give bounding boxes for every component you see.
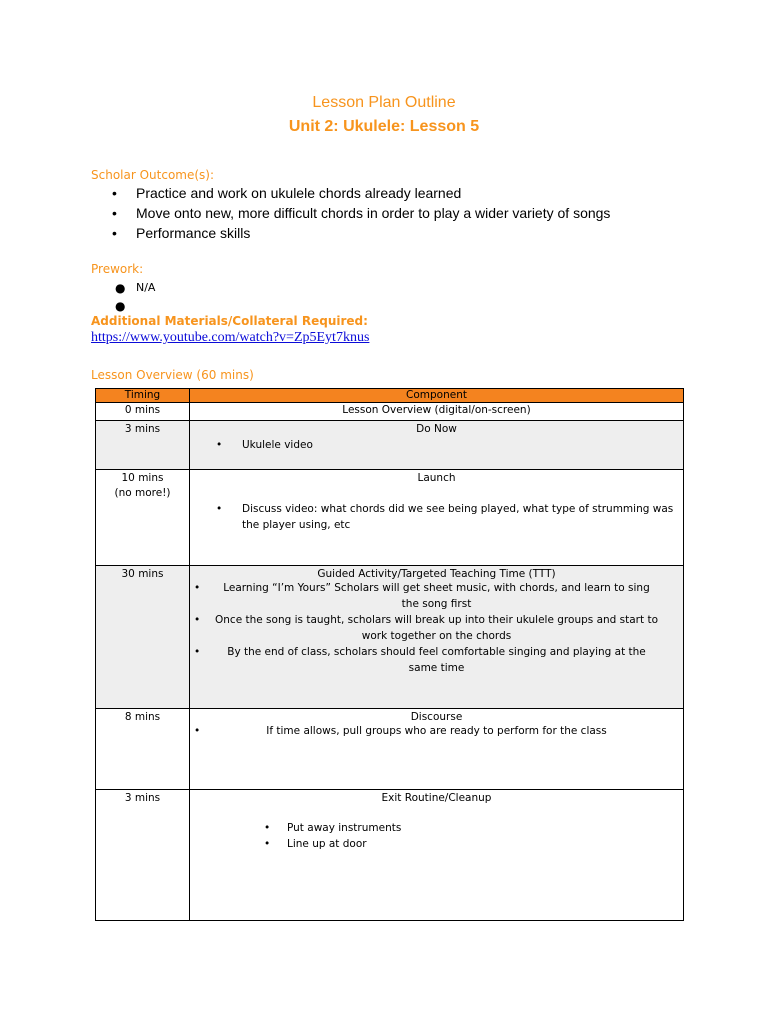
component-cell: Lesson Overview (digital/on-screen) (190, 403, 684, 421)
component-cell: Discourse • If time allows, pull groups who are ready to perform for the class (190, 709, 684, 790)
table-row (96, 403, 684, 421)
bullet-icon: • (194, 646, 201, 658)
list-item: • Performance skills (112, 225, 251, 241)
column-header-timing: Timing (96, 389, 190, 403)
list-item: • Once the song is taught, scholars will break up into their ukulele groups and start to work together on the chords (194, 614, 658, 642)
table-row (96, 790, 684, 921)
bullet-icon: • (112, 205, 117, 221)
component-cell: Launch • Discuss video: what chords did we see being played, what type of strumming was the player using, etc (190, 470, 684, 566)
page-subtitle: Unit 2: Ukulele: Lesson 5 (288, 118, 480, 135)
bullet-icon: • (264, 838, 271, 850)
component-cell: Do Now • Ukulele video (190, 421, 684, 470)
bullet-icon: • (194, 614, 201, 626)
table-row (96, 421, 684, 470)
timing-cell: 30 mins (96, 566, 190, 709)
bullet-icon: • (112, 185, 117, 201)
list-item: ● N/A (115, 281, 156, 295)
timing-cell: 3 mins (96, 790, 190, 921)
list-item: • Line up at door (264, 838, 367, 850)
column-header-component: Component (190, 389, 684, 403)
table-row (96, 566, 684, 709)
scholar-outcomes-list (112, 183, 610, 243)
bullet-icon: • (216, 503, 223, 515)
list-item: • Move onto new, more difficult chords in order to play a wider variety of songs (112, 205, 611, 221)
bullet-icon: ● (115, 299, 126, 313)
component-cell: Exit Routine/Cleanup • Put away instruments • Line up at door (190, 790, 684, 921)
bullet-icon: • (194, 725, 201, 737)
component-cell: Guided Activity/Targeted Teaching Time (TTT) • Learning “I’m Yours” Scholars will get sheet music, with chords, and learn to sing the song first • Once the song is taught, scholars will break up into their ukulele groups and start to work together on the chords • By the end of class, scholars should feel comfortable singing and playing at the same time (190, 566, 684, 709)
timing-cell: 3 mins (96, 421, 190, 470)
list-item: • If time allows, pull groups who are ready to perform for the class (194, 725, 607, 737)
list-item: • Practice and work on ukulele chords already learned (112, 185, 462, 201)
scholar-outcomes-heading: Scholar Outcome(s): (91, 168, 215, 182)
list-item: • Learning “I’m Yours” Scholars will get sheet music, with chords, and learn to sing the song first (194, 582, 650, 610)
list-item: • Discuss video: what chords did we see being played, what type of strumming was the player using, etc (216, 503, 674, 531)
component-bullets (194, 723, 679, 739)
component-bullets (194, 820, 679, 852)
bullet-icon: • (216, 439, 223, 451)
page-title: Lesson Plan Outline (312, 94, 456, 111)
list-item: • By the end of class, scholars should feel comfortable singing and playing at the same time (194, 646, 646, 674)
prework-list (115, 279, 155, 315)
bullet-icon: • (194, 582, 201, 594)
lesson-overview-heading: Lesson Overview (60 mins) (91, 368, 254, 382)
list-item (115, 297, 155, 315)
table-header-row (96, 389, 684, 403)
timing-cell: 0 mins (96, 403, 190, 421)
prework-heading: Prework: (91, 262, 144, 276)
materials-heading: Additional Materials/Collateral Required: (91, 314, 368, 328)
list-item: • Ukulele video (216, 439, 313, 451)
bullet-icon: ● (115, 281, 126, 295)
bullet-icon: • (112, 225, 117, 241)
component-bullets (194, 501, 679, 533)
table-row (96, 470, 684, 566)
bullet-icon: • (264, 822, 271, 834)
list-item: • Put away instruments (264, 822, 402, 834)
component-bullets (194, 437, 679, 453)
component-bullets (194, 580, 679, 676)
materials-link[interactable]: https://www.youtube.com/watch?v=Zp5Eyt7knus (91, 330, 370, 345)
timing-cell: 10 mins (no more!) (96, 470, 190, 566)
table-row (96, 709, 684, 790)
timing-cell: 8 mins (96, 709, 190, 790)
lesson-overview-table (95, 388, 684, 921)
